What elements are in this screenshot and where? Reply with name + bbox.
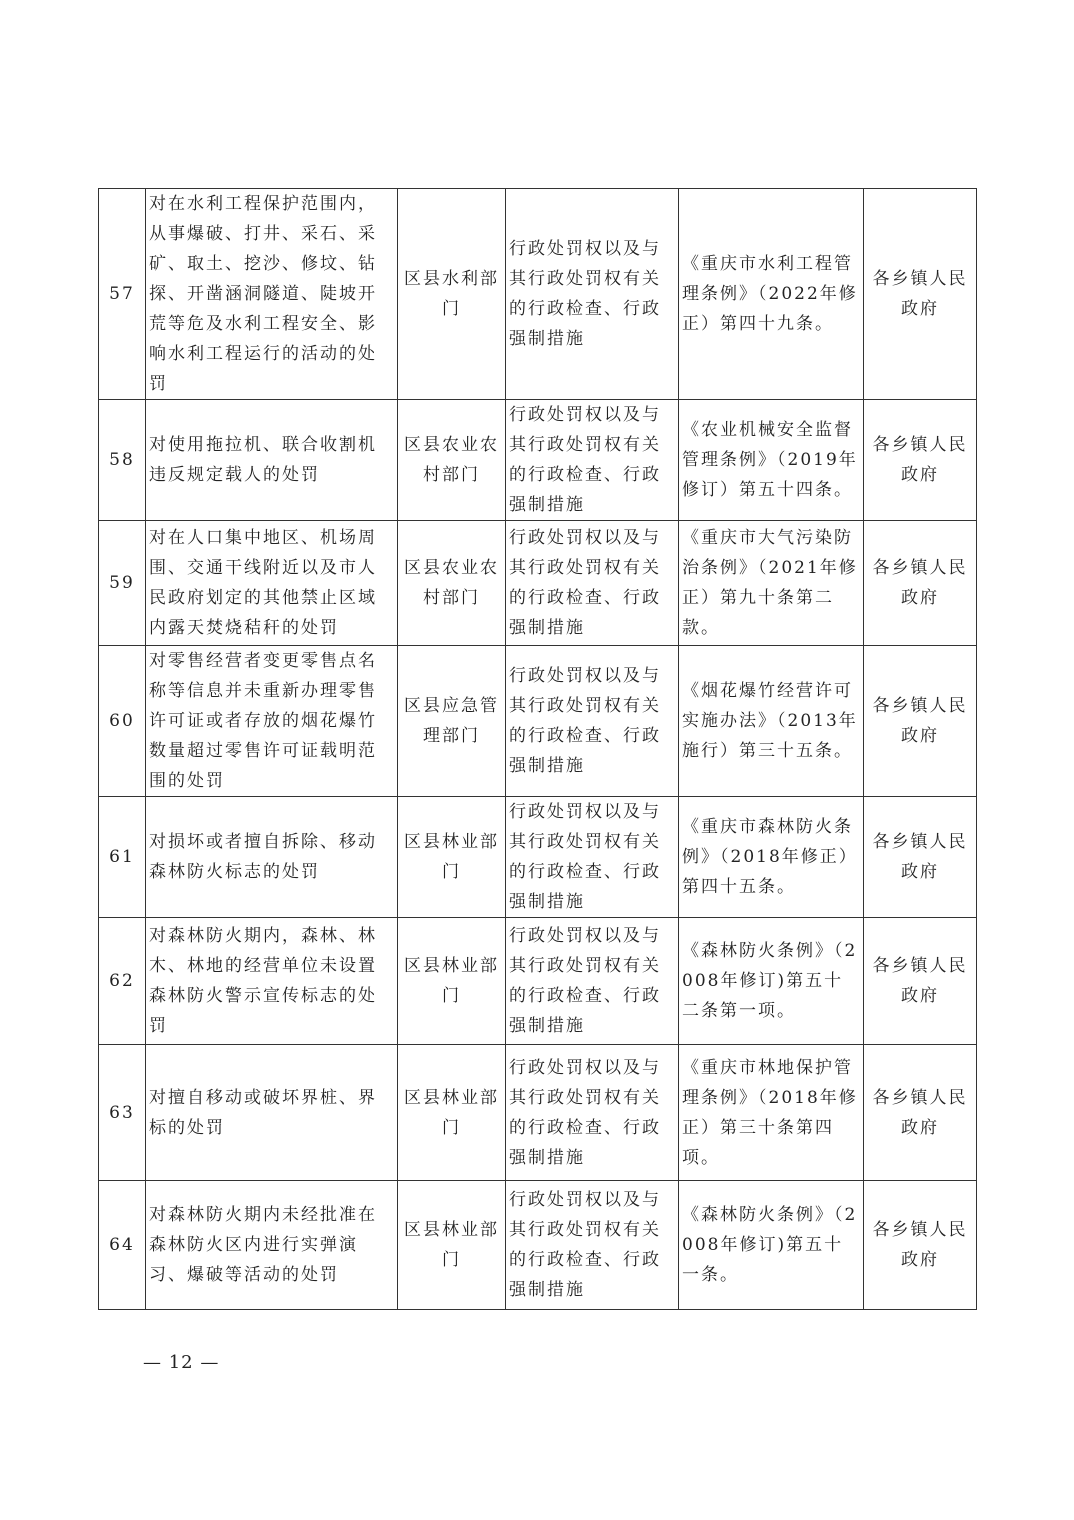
penalty-item: 对使用拖拉机、联合收割机违反规定载人的处罚 <box>146 400 398 521</box>
penalty-item: 对森林防火期内未经批准在森林防火区内进行实弹演习、爆破等活动的处罚 <box>146 1181 398 1310</box>
penalty-item: 对擅自移动或破坏界桩、界标的处罚 <box>146 1045 398 1181</box>
row-number: 57 <box>99 189 146 400</box>
table-row <box>99 189 977 400</box>
table-row <box>99 797 977 918</box>
legal-basis: 《森林防火条例》（2008年修订)第五十一条。 <box>679 1181 864 1310</box>
legal-basis: 《农业机械安全监督管理条例》（2019年修订）第五十四条。 <box>679 400 864 521</box>
table-row <box>99 1045 977 1181</box>
department: 区县林业部门 <box>398 1045 506 1181</box>
row-number: 61 <box>99 797 146 918</box>
power-scope: 行政处罚权以及与其行政处罚权有关的行政检查、行政强制措施 <box>506 646 679 797</box>
department: 区县农业农村部门 <box>398 400 506 521</box>
row-number: 63 <box>99 1045 146 1181</box>
penalty-item: 对森林防火期内，森林、林木、林地的经营单位未设置森林防火警示宣传标志的处罚 <box>146 918 398 1045</box>
department: 区县农业农村部门 <box>398 521 506 646</box>
power-scope: 行政处罚权以及与其行政处罚权有关的行政检查、行政强制措施 <box>506 1181 679 1310</box>
power-scope: 行政处罚权以及与其行政处罚权有关的行政检查、行政强制措施 <box>506 400 679 521</box>
department: 区县水利部门 <box>398 189 506 400</box>
table-row <box>99 918 977 1045</box>
legal-basis: 《重庆市林地保护管理条例》（2018年修正）第三十条第四项。 <box>679 1045 864 1181</box>
power-scope: 行政处罚权以及与其行政处罚权有关的行政检查、行政强制措施 <box>506 918 679 1045</box>
table-row <box>99 400 977 521</box>
authority-table <box>98 188 977 1310</box>
power-scope: 行政处罚权以及与其行政处罚权有关的行政检查、行政强制措施 <box>506 189 679 400</box>
row-number: 59 <box>99 521 146 646</box>
table-row <box>99 646 977 797</box>
legal-basis: 《重庆市森林防火条例》（2018年修正）第四十五条。 <box>679 797 864 918</box>
row-number: 62 <box>99 918 146 1045</box>
row-number: 60 <box>99 646 146 797</box>
table-row <box>99 1181 977 1310</box>
department: 区县林业部门 <box>398 1181 506 1310</box>
department: 区县林业部门 <box>398 918 506 1045</box>
executing-body: 各乡镇人民政府 <box>864 189 977 400</box>
row-number: 64 <box>99 1181 146 1310</box>
executing-body: 各乡镇人民政府 <box>864 400 977 521</box>
page-number: — 12 — <box>143 1352 220 1373</box>
executing-body: 各乡镇人民政府 <box>864 521 977 646</box>
executing-body: 各乡镇人民政府 <box>864 1045 977 1181</box>
table-row <box>99 521 977 646</box>
penalty-item: 对损坏或者擅自拆除、移动森林防火标志的处罚 <box>146 797 398 918</box>
legal-basis: 《森林防火条例》（2008年修订)第五十二条第一项。 <box>679 918 864 1045</box>
executing-body: 各乡镇人民政府 <box>864 918 977 1045</box>
power-scope: 行政处罚权以及与其行政处罚权有关的行政检查、行政强制措施 <box>506 1045 679 1181</box>
power-scope: 行政处罚权以及与其行政处罚权有关的行政检查、行政强制措施 <box>506 521 679 646</box>
penalty-item: 对在人口集中地区、机场周围、交通干线附近以及市人民政府划定的其他禁止区域内露天焚烧秸秆的处罚 <box>146 521 398 646</box>
penalty-item: 对零售经营者变更零售点名称等信息并未重新办理零售许可证或者存放的烟花爆竹数量超过零售许可证载明范围的处罚 <box>146 646 398 797</box>
executing-body: 各乡镇人民政府 <box>864 646 977 797</box>
department: 区县应急管理部门 <box>398 646 506 797</box>
legal-basis: 《重庆市水利工程管理条例》（2022年修正）第四十九条。 <box>679 189 864 400</box>
executing-body: 各乡镇人民政府 <box>864 797 977 918</box>
legal-basis: 《烟花爆竹经营许可实施办法》（2013年施行）第三十五条。 <box>679 646 864 797</box>
department: 区县林业部门 <box>398 797 506 918</box>
power-scope: 行政处罚权以及与其行政处罚权有关的行政检查、行政强制措施 <box>506 797 679 918</box>
executing-body: 各乡镇人民政府 <box>864 1181 977 1310</box>
penalty-item: 对在水利工程保护范围内，从事爆破、打井、采石、采矿、取土、挖沙、修坟、钻探、开凿涵洞隧道、陡坡开荒等危及水利工程安全、影响水利工程运行的活动的处罚 <box>146 189 398 400</box>
legal-basis: 《重庆市大气污染防治条例》（2021年修正）第九十条第二款。 <box>679 521 864 646</box>
row-number: 58 <box>99 400 146 521</box>
